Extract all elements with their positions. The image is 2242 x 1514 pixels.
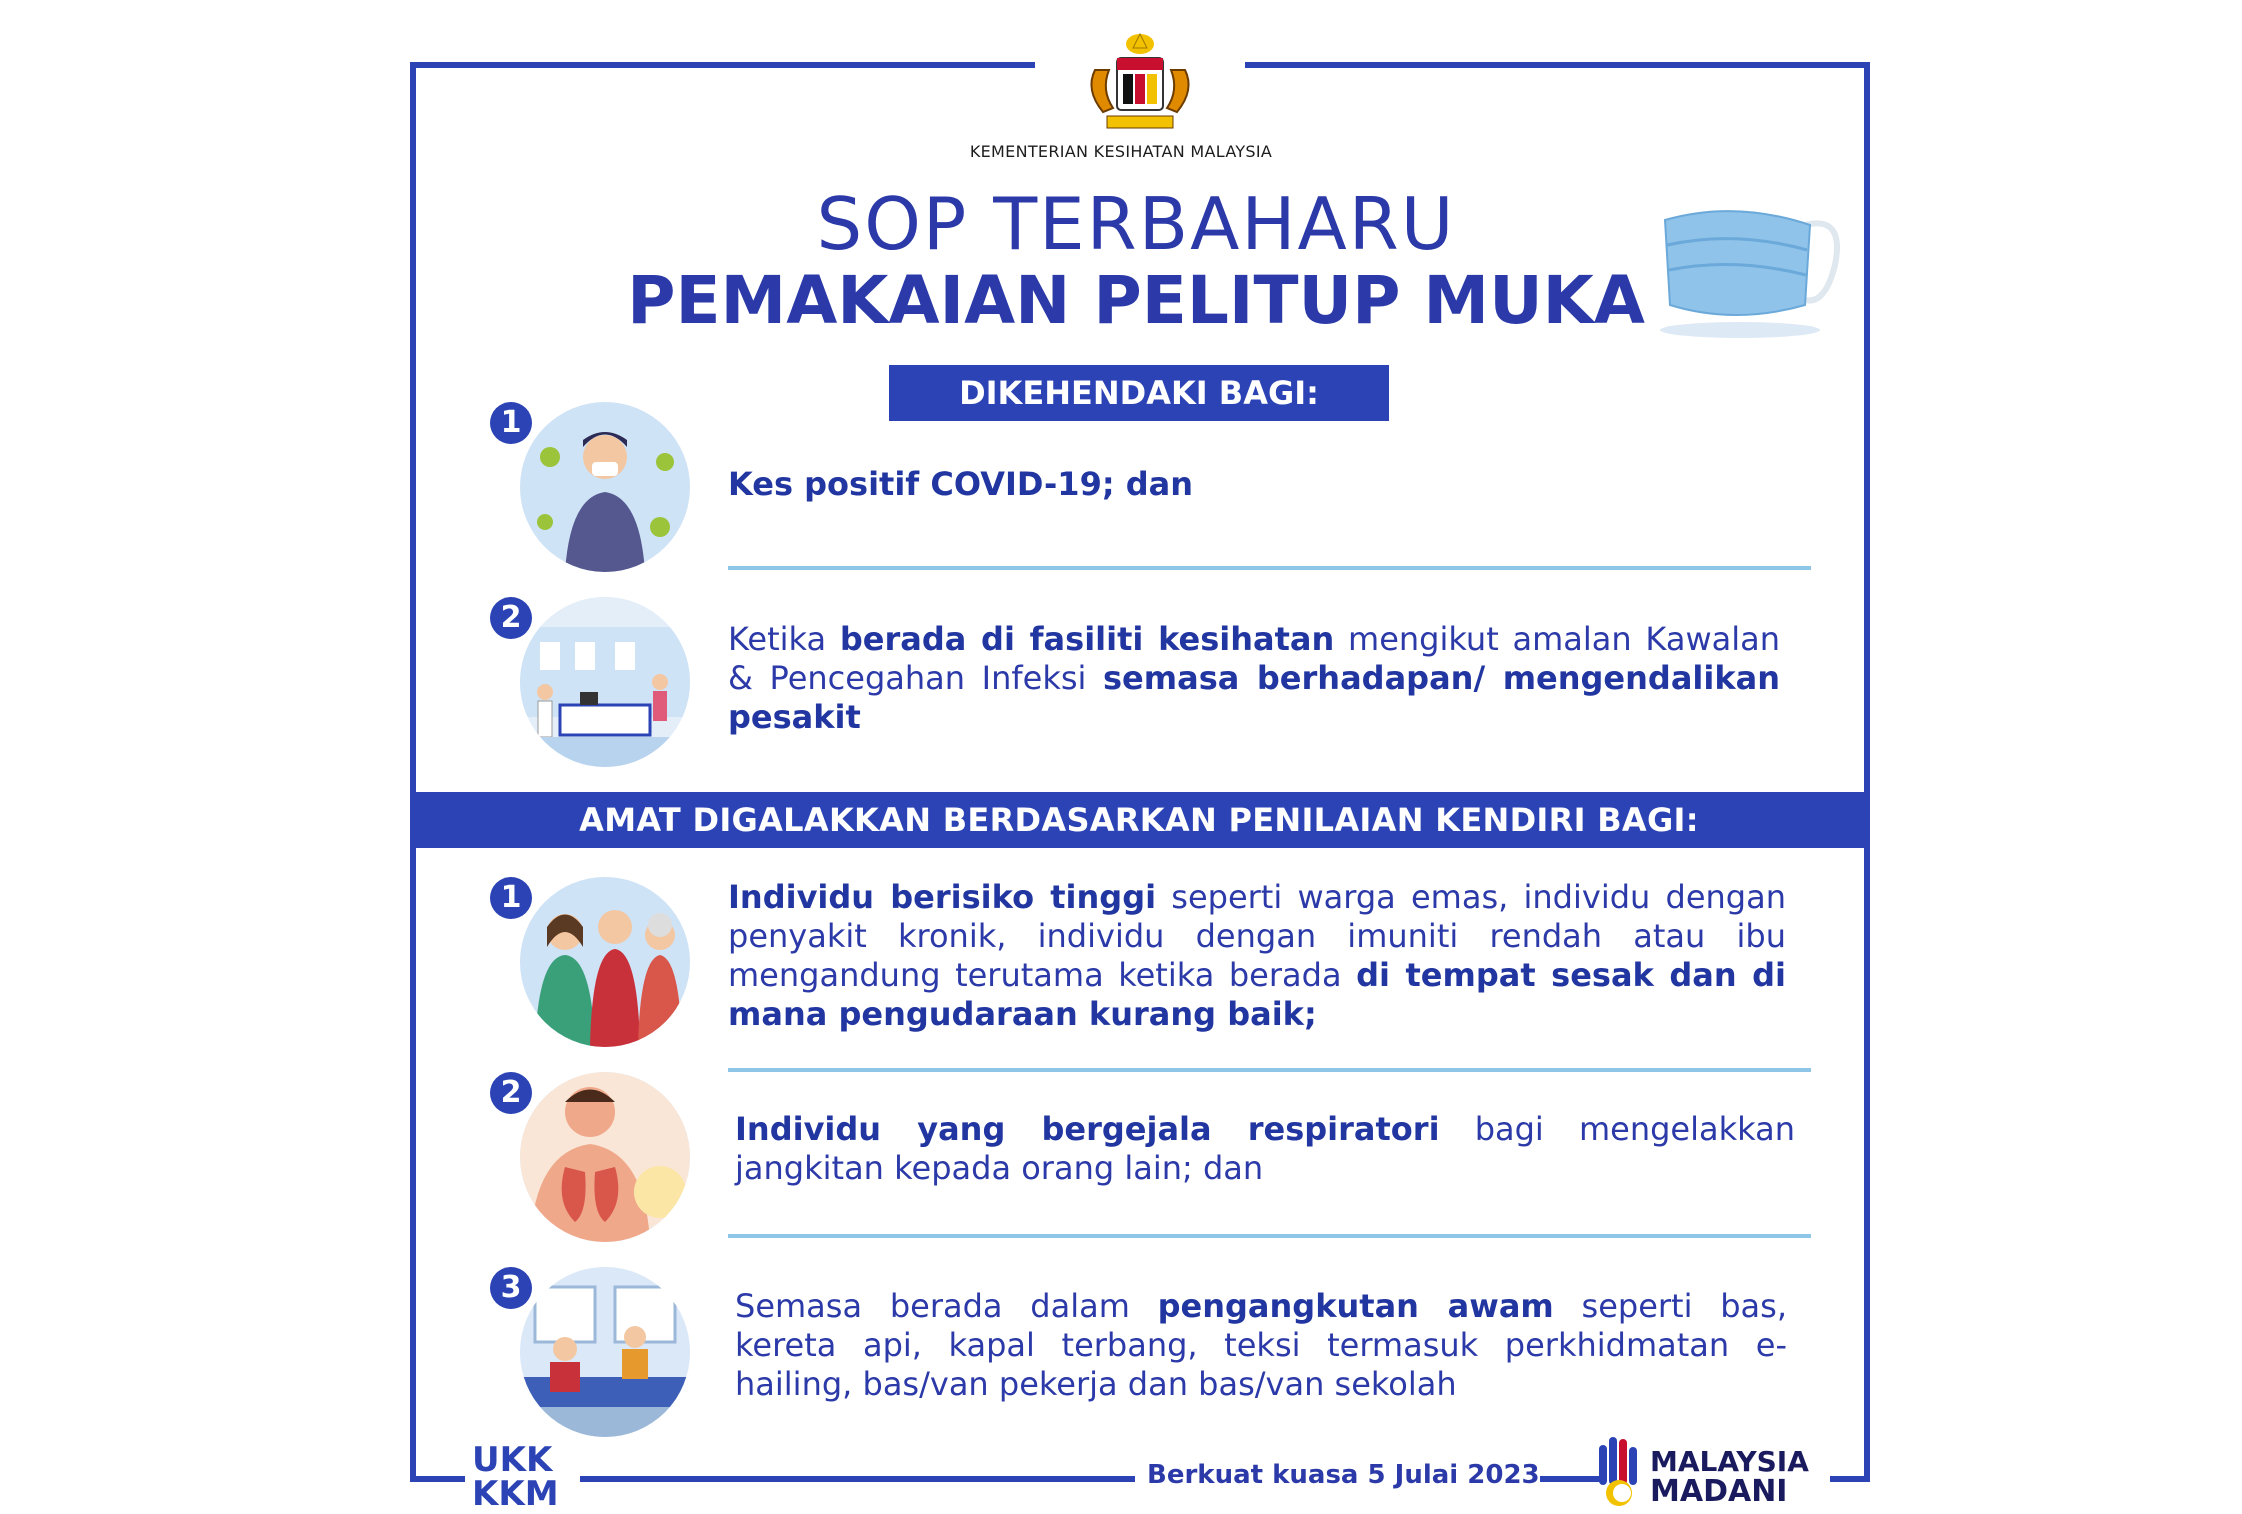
required-item-1-bold: Kes positif COVID-19; dan	[728, 465, 1194, 503]
required-item-1-text	[728, 465, 1788, 504]
frame-top-left	[410, 62, 1035, 68]
madani-line-2: MADANI	[1650, 1474, 1788, 1509]
encouraged-item-3-pre: Semasa berada dalam	[735, 1287, 1158, 1325]
encouraged-number-2: 2	[490, 1072, 532, 1114]
encouraged-item-2-bold1: Individu yang bergejala respiratori	[735, 1110, 1440, 1148]
encouraged-number-1: 1	[490, 877, 532, 919]
encouraged-heading: AMAT DIGALAKKAN BERDASARKAN PENILAIAN KENDIRI BAGI:	[413, 792, 1865, 848]
encouraged-item-3-mid: seperti bas, kereta api, kapal terbang, teksi termasuk perkhidmatan e-hailing, bas/van pekerja dan bas/van sekolah	[735, 1287, 1788, 1403]
madani-hand-icon	[1595, 1435, 1643, 1507]
required-item-2-mid: mengikut amalan Kawalan & Pencegahan Infeksi	[728, 620, 1781, 697]
encouraged-item-1-bold1: Individu berisiko tinggi	[728, 878, 1157, 916]
coat-of-arms-icon	[1075, 30, 1205, 135]
required-heading: DIKEHENDAKI BAGI:	[889, 365, 1389, 421]
frame-bottom-a	[410, 1476, 465, 1482]
encouraged-item-2-text	[735, 1110, 1795, 1188]
required-item-2-pre: Ketika	[728, 620, 840, 658]
separator-1	[728, 566, 1811, 570]
frame-bottom-b	[580, 1476, 1135, 1482]
madani-logo	[1650, 1445, 1809, 1509]
public-transport-icon	[520, 1267, 690, 1437]
ukk-kkm-logo	[472, 1440, 559, 1514]
encouraged-item-1-text	[728, 878, 1786, 1034]
encouraged-item-2-mid: bagi mengelakkan jangkitan kepada orang lain; dan	[735, 1110, 1795, 1187]
encouraged-item-3-bold1: pengangkutan awam	[1157, 1287, 1554, 1325]
title-line-2: PEMAKAIAN PELITUP MUKA	[627, 262, 1645, 339]
separator-2	[728, 1068, 1811, 1072]
effective-date: Berkuat kuasa 5 Julai 2023	[1147, 1460, 1540, 1490]
title-line-1: SOP TERBAHARU	[816, 182, 1456, 266]
ukk-logo-line-2: KKM	[472, 1474, 559, 1514]
frame-top-right	[1245, 62, 1870, 68]
virus-patient-icon	[520, 402, 690, 572]
frame-bottom-d	[1830, 1476, 1870, 1482]
required-item-2-bold2: semasa berhadapan/ mengendalikan pesakit	[728, 659, 1780, 736]
encouraged-number-3: 3	[490, 1267, 532, 1309]
separator-3	[728, 1234, 1811, 1238]
madani-line-1: MALAYSIA	[1650, 1445, 1809, 1478]
ukk-logo-line-1: UKK	[472, 1440, 553, 1480]
required-item-2-text	[728, 620, 1780, 737]
respiratory-icon	[520, 1072, 690, 1242]
required-number-2: 2	[490, 597, 532, 639]
encouraged-item-1-mid: seperti warga emas, individu dengan penyakit kronik, individu dengan imuniti rendah atau ibu mengandung terutama ketika berada	[728, 878, 1786, 994]
face-mask-icon	[1655, 195, 1845, 345]
encouraged-item-1-bold2: di tempat sesak dan di mana pengudaraan kurang baik;	[728, 956, 1787, 1033]
clinic-icon	[520, 597, 690, 767]
encouraged-item-3-text	[735, 1287, 1787, 1404]
required-number-1: 1	[490, 402, 532, 444]
ministry-name: KEMENTERIAN KESIHATAN MALAYSIA	[969, 142, 1273, 161]
elderly-group-icon	[520, 877, 690, 1047]
required-item-2-bold1: berada di fasiliti kesihatan	[839, 620, 1335, 658]
